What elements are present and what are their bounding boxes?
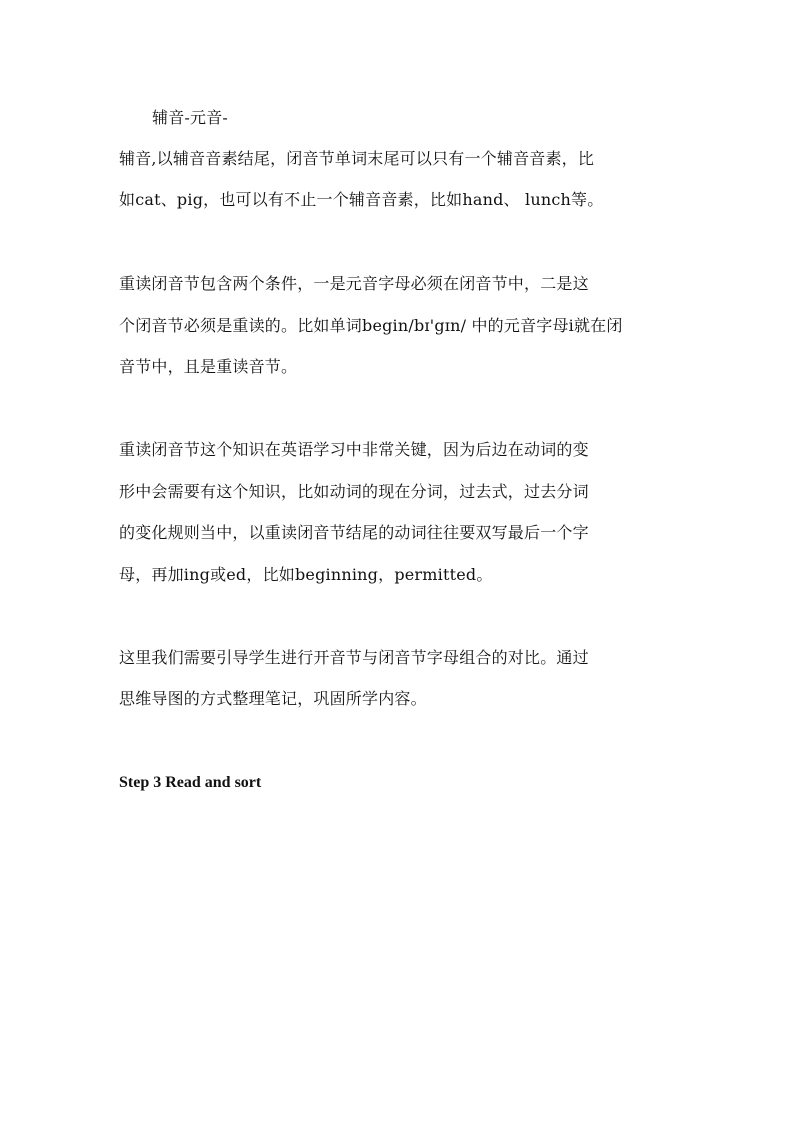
step-heading: Step 3 Read and sort xyxy=(119,774,262,791)
paragraph-1-line-1: 辅音,以辅音音素结尾，闭音节单词末尾可以只有一个辅音音素，比 xyxy=(119,149,595,168)
paragraph-3-line-2: 形中会需要有这个知识，比如动词的现在分词，过去式，过去分词 xyxy=(119,482,589,501)
paragraph-1-line-2: 如cat、pig，也可以有不止一个辅音音素，比如hand、 lunch等。 xyxy=(119,190,604,209)
paragraph-3-line-3: 的变化规则当中，以重读闭音节结尾的动词往往要双写最后一个字 xyxy=(119,523,589,542)
paragraph-3-line-4: 母，再加ing或ed，比如beginning，permitted。 xyxy=(119,565,493,584)
paragraph-2-line-3: 音节中，且是重读音节。 xyxy=(119,357,298,376)
paragraph-4-line-1: 这里我们需要引导学生进行开音节与闭音节字母组合的对比。通过 xyxy=(119,648,589,667)
heading-line: 辅音-元音- xyxy=(152,108,229,127)
paragraph-2-line-2: 个闭音节必须是重读的。比如单词begin/bɪ'gɪn/ 中的元音字母i就在闭 xyxy=(119,316,623,335)
paragraph-3-line-1: 重读闭音节这个知识在英语学习中非常关键，因为后边在动词的变 xyxy=(119,440,589,459)
paragraph-2-line-1: 重读闭音节包含两个条件，一是元音字母必须在闭音节中，二是这 xyxy=(119,274,589,293)
paragraph-4-line-2: 思维导图的方式整理笔记，巩固所学内容。 xyxy=(119,689,427,708)
